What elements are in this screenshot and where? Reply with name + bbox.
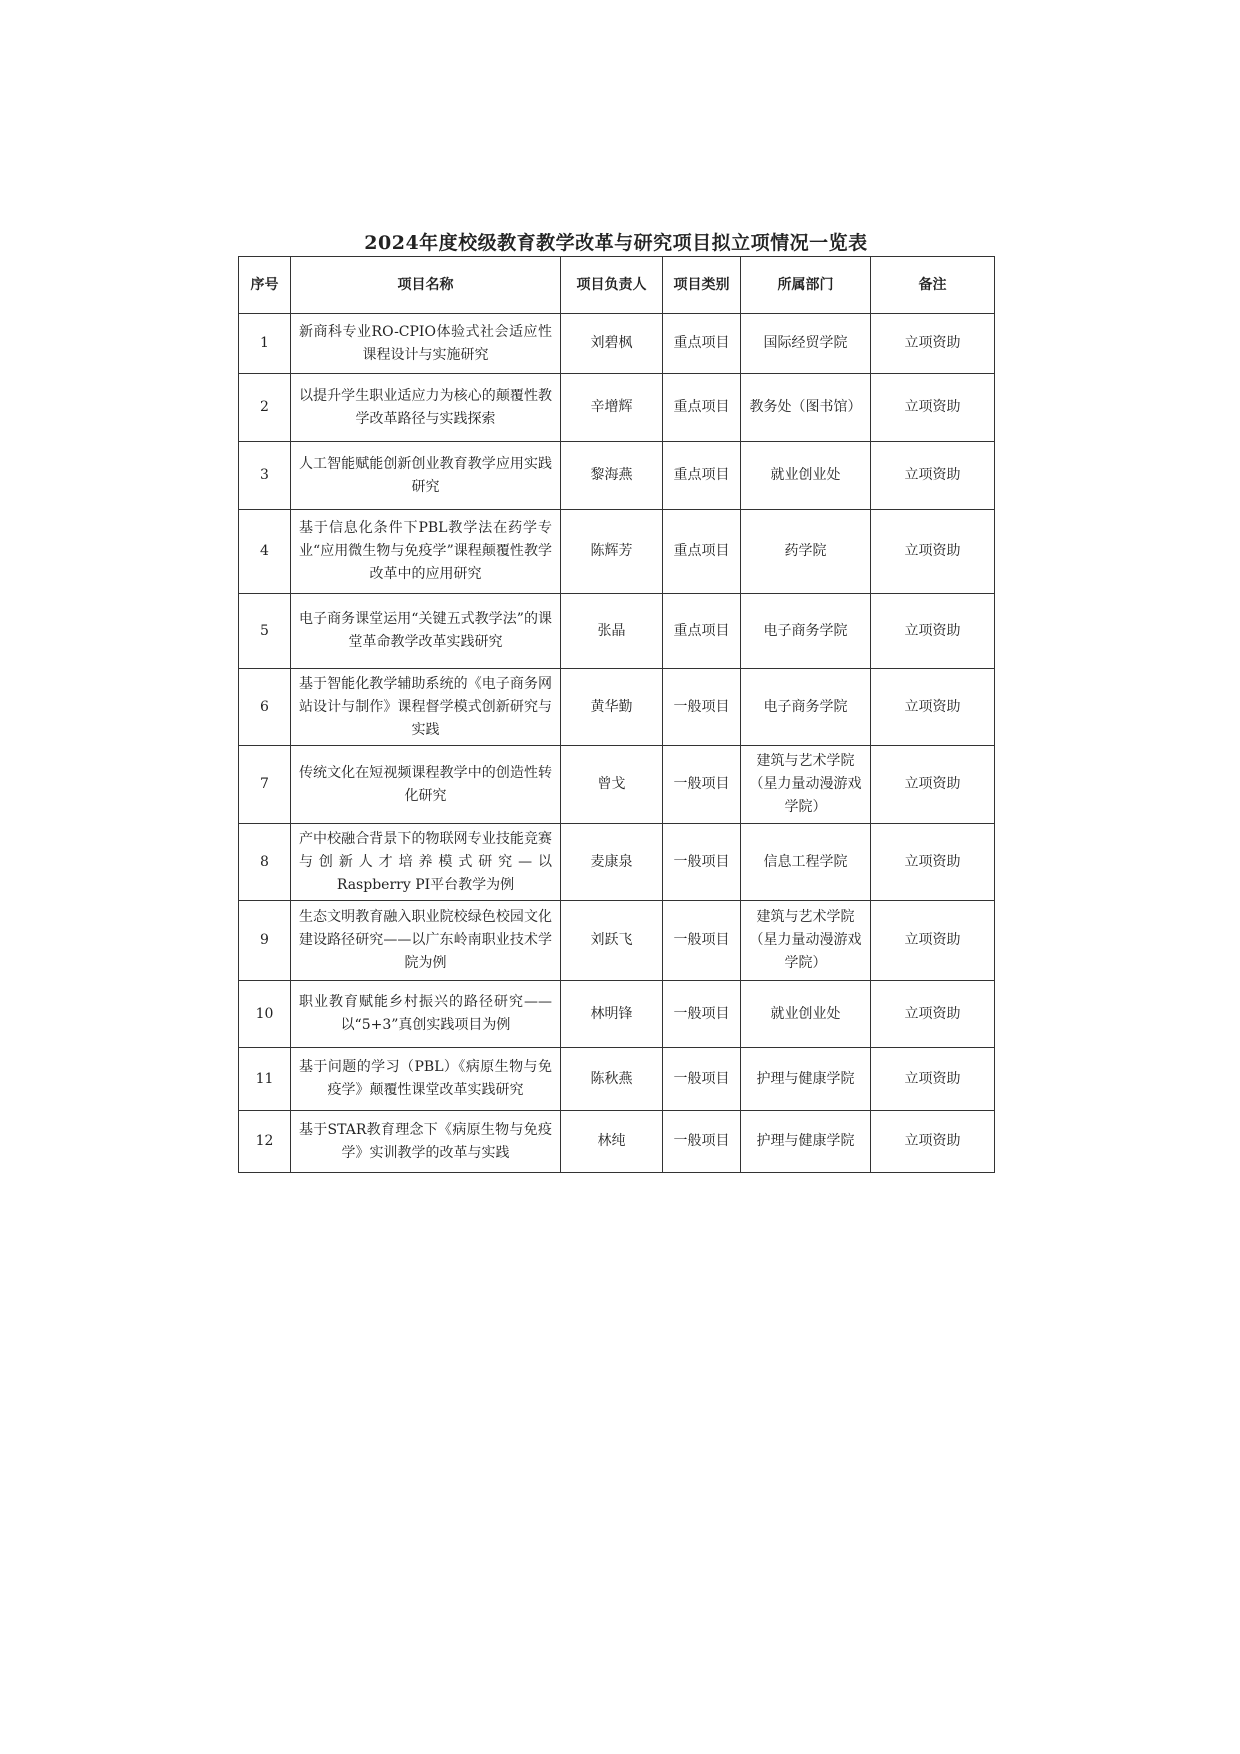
project-name-text: 基于问题的学习（PBL）《病原生物与免疫学》颠覆性课堂改革实践研究	[299, 1059, 552, 1098]
cell-leader: 曾戈	[561, 746, 663, 824]
cell-note: 立项资助	[871, 314, 995, 374]
table-header	[239, 257, 995, 314]
project-table	[238, 256, 995, 1173]
table-row	[239, 1111, 995, 1173]
header-no: 序号	[239, 257, 291, 314]
cell-leader: 张晶	[561, 594, 663, 669]
cell-note: 立项资助	[871, 824, 995, 901]
cell-leader: 刘碧枫	[561, 314, 663, 374]
cell-department: 教务处（图书馆）	[741, 374, 871, 442]
cell-no: 12	[239, 1111, 291, 1173]
cell-department: 电子商务学院	[741, 594, 871, 669]
table-row	[239, 314, 995, 374]
cell-leader: 麦康泉	[561, 824, 663, 901]
project-name-text: 人工智能赋能创新创业教育教学应用实践研究	[299, 455, 552, 495]
cell-note: 立项资助	[871, 442, 995, 510]
cell-note: 立项资助	[871, 510, 995, 594]
cell-no: 4	[239, 510, 291, 594]
table-row	[239, 824, 995, 901]
cell-note: 立项资助	[871, 1048, 995, 1111]
cell-note: 立项资助	[871, 981, 995, 1048]
cell-project-name	[291, 594, 561, 669]
header-category: 项目类别	[663, 257, 741, 314]
cell-leader: 黄华勤	[561, 669, 663, 746]
cell-department: 就业创业处	[741, 981, 871, 1048]
cell-no: 7	[239, 746, 291, 824]
cell-no: 6	[239, 669, 291, 746]
document-title: 2024年度校级教育教学改革与研究项目拟立项情况一览表	[364, 232, 868, 254]
cell-category: 重点项目	[663, 510, 741, 594]
cell-project-name	[291, 1111, 561, 1173]
cell-no: 9	[239, 901, 291, 981]
cell-note: 立项资助	[871, 669, 995, 746]
cell-department: 电子商务学院	[741, 669, 871, 746]
cell-project-name	[291, 510, 561, 594]
cell-leader: 陈秋燕	[561, 1048, 663, 1111]
cell-leader: 林明锋	[561, 981, 663, 1048]
cell-project-name	[291, 374, 561, 442]
cell-note: 立项资助	[871, 374, 995, 442]
cell-category: 一般项目	[663, 981, 741, 1048]
table-row	[239, 594, 995, 669]
cell-leader: 辛增辉	[561, 374, 663, 442]
cell-category: 重点项目	[663, 442, 741, 510]
cell-no: 10	[239, 981, 291, 1048]
cell-leader: 黎海燕	[561, 442, 663, 510]
cell-category: 一般项目	[663, 1111, 741, 1173]
cell-category: 一般项目	[663, 669, 741, 746]
cell-project-name	[291, 824, 561, 901]
cell-project-name	[291, 901, 561, 981]
cell-department: 建筑与艺术学院（星力量动漫游戏学院）	[741, 746, 871, 824]
cell-no: 11	[239, 1048, 291, 1111]
cell-category: 一般项目	[663, 901, 741, 981]
cell-note: 立项资助	[871, 594, 995, 669]
cell-department: 护理与健康学院	[741, 1111, 871, 1173]
cell-category: 一般项目	[663, 1048, 741, 1111]
cell-category: 重点项目	[663, 314, 741, 374]
table-row	[239, 374, 995, 442]
table-row	[239, 901, 995, 981]
cell-category: 重点项目	[663, 374, 741, 442]
header-row	[239, 257, 995, 314]
project-name-text: 电子商务课堂运用“关键五式教学法”的课堂革命教学改革实践研究	[299, 611, 552, 650]
cell-note: 立项资助	[871, 1111, 995, 1173]
project-name-text: 基于STAR教育理念下《病原生物与免疫学》实训教学的改革与实践	[299, 1121, 552, 1161]
table-row	[239, 510, 995, 594]
table-row	[239, 1048, 995, 1111]
table-row	[239, 981, 995, 1048]
table-row	[239, 746, 995, 824]
cell-note: 立项资助	[871, 901, 995, 981]
project-name-text: 传统文化在短视频课程教学中的创造性转化研究	[299, 764, 552, 804]
table-row	[239, 442, 995, 510]
cell-department: 护理与健康学院	[741, 1048, 871, 1111]
header-project-name: 项目名称	[291, 257, 561, 314]
cell-note: 立项资助	[871, 746, 995, 824]
cell-project-name	[291, 746, 561, 824]
cell-department: 建筑与艺术学院（星力量动漫游戏学院）	[741, 901, 871, 981]
header-note: 备注	[871, 257, 995, 314]
project-name-text: 生态文明教育融入职业院校绿色校园文化建设路径研究——以广东岭南职业技术学院为例	[299, 909, 552, 971]
table-row	[239, 669, 995, 746]
project-name-text: 新商科专业RO-CPIO体验式社会适应性课程设计与实施研究	[299, 323, 552, 363]
cell-leader: 林纯	[561, 1111, 663, 1173]
cell-project-name	[291, 442, 561, 510]
cell-project-name	[291, 1048, 561, 1111]
project-name-text: 职业教育赋能乡村振兴的路径研究——以“5+3”真创实践项目为例	[299, 994, 552, 1033]
cell-department: 药学院	[741, 510, 871, 594]
cell-no: 1	[239, 314, 291, 374]
cell-project-name	[291, 981, 561, 1048]
project-name-text: 以提升学生职业适应力为核心的颠覆性教学改革路径与实践探索	[299, 387, 552, 427]
project-name-text: 基于信息化条件下PBL教学法在药学专业“应用微生物与免疫学”课程颠覆性教学改革中的应用研究	[299, 520, 552, 582]
cell-category: 一般项目	[663, 824, 741, 901]
project-name-text: 产中校融合背景下的物联网专业技能竞赛与创新人才培养模式研究—以Raspberry PI平台教学为例	[299, 830, 552, 893]
cell-no: 5	[239, 594, 291, 669]
cell-category: 重点项目	[663, 594, 741, 669]
header-department: 所属部门	[741, 257, 871, 314]
cell-department: 就业创业处	[741, 442, 871, 510]
table-body	[239, 314, 995, 1173]
header-leader: 项目负责人	[561, 257, 663, 314]
cell-leader: 陈辉芳	[561, 510, 663, 594]
cell-project-name	[291, 314, 561, 374]
project-name-text: 基于智能化教学辅助系统的《电子商务网站设计与制作》课程督学模式创新研究与实践	[299, 675, 552, 738]
cell-no: 3	[239, 442, 291, 510]
cell-leader: 刘跃飞	[561, 901, 663, 981]
cell-no: 8	[239, 824, 291, 901]
cell-category: 一般项目	[663, 746, 741, 824]
cell-project-name	[291, 669, 561, 746]
cell-no: 2	[239, 374, 291, 442]
cell-department: 信息工程学院	[741, 824, 871, 901]
cell-department: 国际经贸学院	[741, 314, 871, 374]
